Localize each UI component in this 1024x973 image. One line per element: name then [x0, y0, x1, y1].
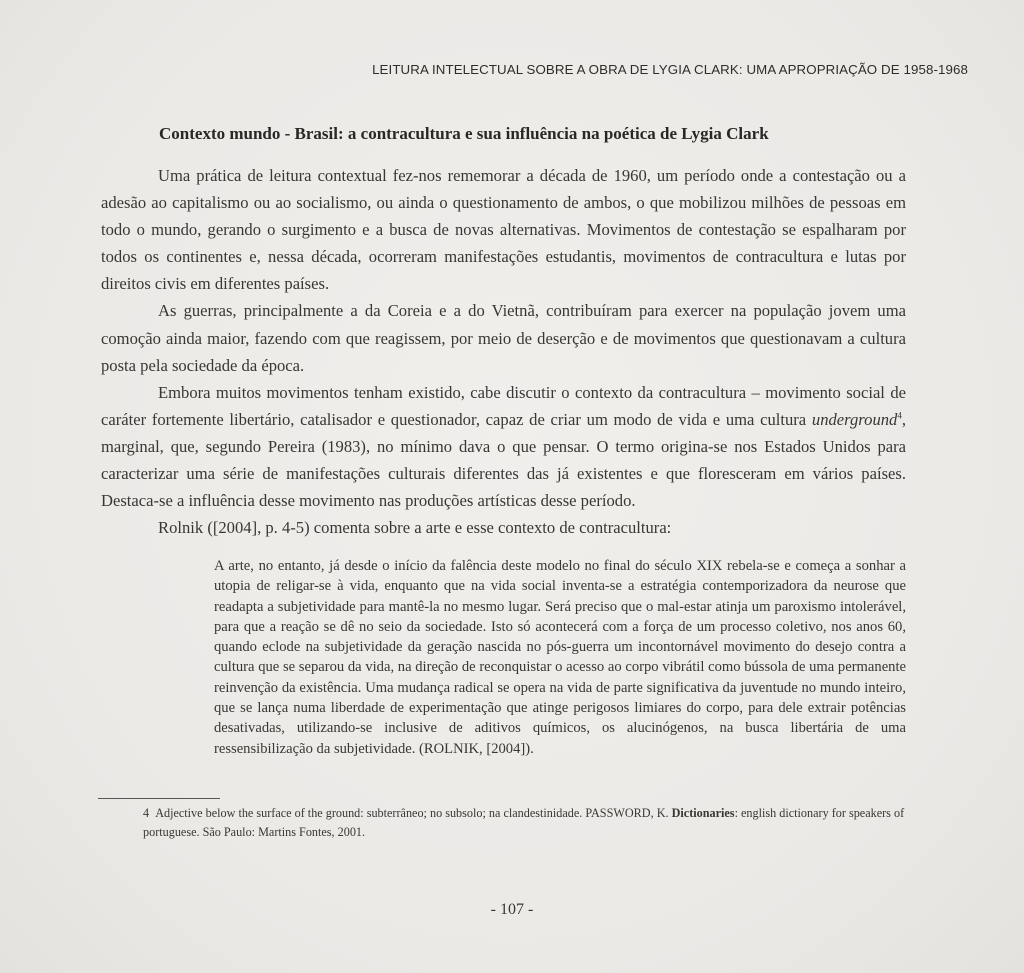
running-head: LEITURA INTELECTUAL SOBRE A OBRA DE LYGIA CLARK: UMA APROPRIAÇÃO DE 1958-1968: [372, 62, 968, 77]
section-title: Contexto mundo - Brasil: a contracultura e sua influência na poética de Lygia Clark: [159, 124, 769, 143]
footnote-text-a: Adjective below the surface of the ground: subterrâneo; no subsolo; na clandestinidade. PASSWORD, K.: [155, 806, 672, 820]
footnote-ref-4: 4: [897, 410, 902, 421]
footnote-text-b: : english dictionary for speakers of portuguese. São Paulo: Martins Fontes, 2001.: [143, 806, 905, 839]
footnote-bold-term: Dictionaries: [671, 806, 735, 820]
paragraph-3: [101, 379, 906, 514]
page-number: - 107 -: [490, 901, 534, 918]
body-text: [101, 162, 906, 541]
paragraph-1: Uma prática de leitura contextual fez-nos rememorar a década de 1960, um período onde a contestação ou a adesão ao capitalismo ou ao socialismo, ou ainda o questionamento de ambos, o que mobilizou milhões de pessoas em todo o mundo, gerando o surgimento e a busca de novas alternativas. Movimentos de contestação se espalharam por todos os continentes e, nessa década, ocorreram manifestações estudantis, movimentos de contracultura e lutas por direitos civis em diferentes países.: [101, 166, 906, 294]
footnote-separator: [98, 798, 220, 799]
paragraph-3-text-a: Embora muitos movimentos tenham existido, cabe discutir o contexto da contracultura – movimento social de caráter fortemente libertário, catalisador e questionador, capaz de criar um modo de vida e uma cultura: [101, 382, 906, 429]
paragraph-2: As guerras, principalmente a da Coreia e a do Vietnã, contribuíram para exercer na população jovem uma comoção ainda maior, fazendo com que reagissem, por meio de deserção e de movimentos que questionavam a cultura posta pela sociedade da época.: [101, 301, 906, 375]
underground-term: underground: [811, 409, 898, 429]
footnote-number: 4: [143, 806, 150, 820]
footnote: [143, 804, 908, 842]
paragraph-3-text-b: , marginal, que, segundo Pereira (1983), no mínimo dava o que pensar. O termo origina-se nos Estados Unidos para caracterizar uma série de manifestações culturais diferentes das já existentes e que floresceram em vários países. Destaca-se a influência desse movimento nas produções artísticas desse período.: [101, 409, 906, 511]
paragraph-4: Rolnik ([2004], p. 4-5) comenta sobre a arte e esse contexto de contracultura:: [158, 518, 672, 538]
block-quote: A arte, no entanto, já desde o início da falência deste modelo no final do século XIX rebela-se e começa a sonhar a utopia de religar-se à vida, enquanto que na vida social inventa-se a estratégia contemporizadora da neurose que readapta a subjetividade para mantê-la no mesmo lugar. Será preciso que o mal-estar atinja um paroxismo intolerável, para que a reação se dê no seio da sociedade. Isto só acontecerá com a força de um processo coletivo, nos anos 60, quando eclode na subjetividade da geração nascida no pós-guerra um incontornável movimento do desejo contra a cultura que se separou da vida, na direção de reconquistar o acesso ao corpo vibrátil como bússola de uma permanente reinvenção da existência. Uma mudança radical se opera na vida de parte significativa da juventude no mundo inteiro, que se lança numa liberdade de experimentação que atinge perigosos limiares do corpo, para dele extrair potências desativadas, utilizando-se inclusive de aditivos químicos, os alucinógenos, na busca libertária de uma ressensibilização da subjetividade. (ROLNIK, [2004]).: [214, 558, 906, 757]
